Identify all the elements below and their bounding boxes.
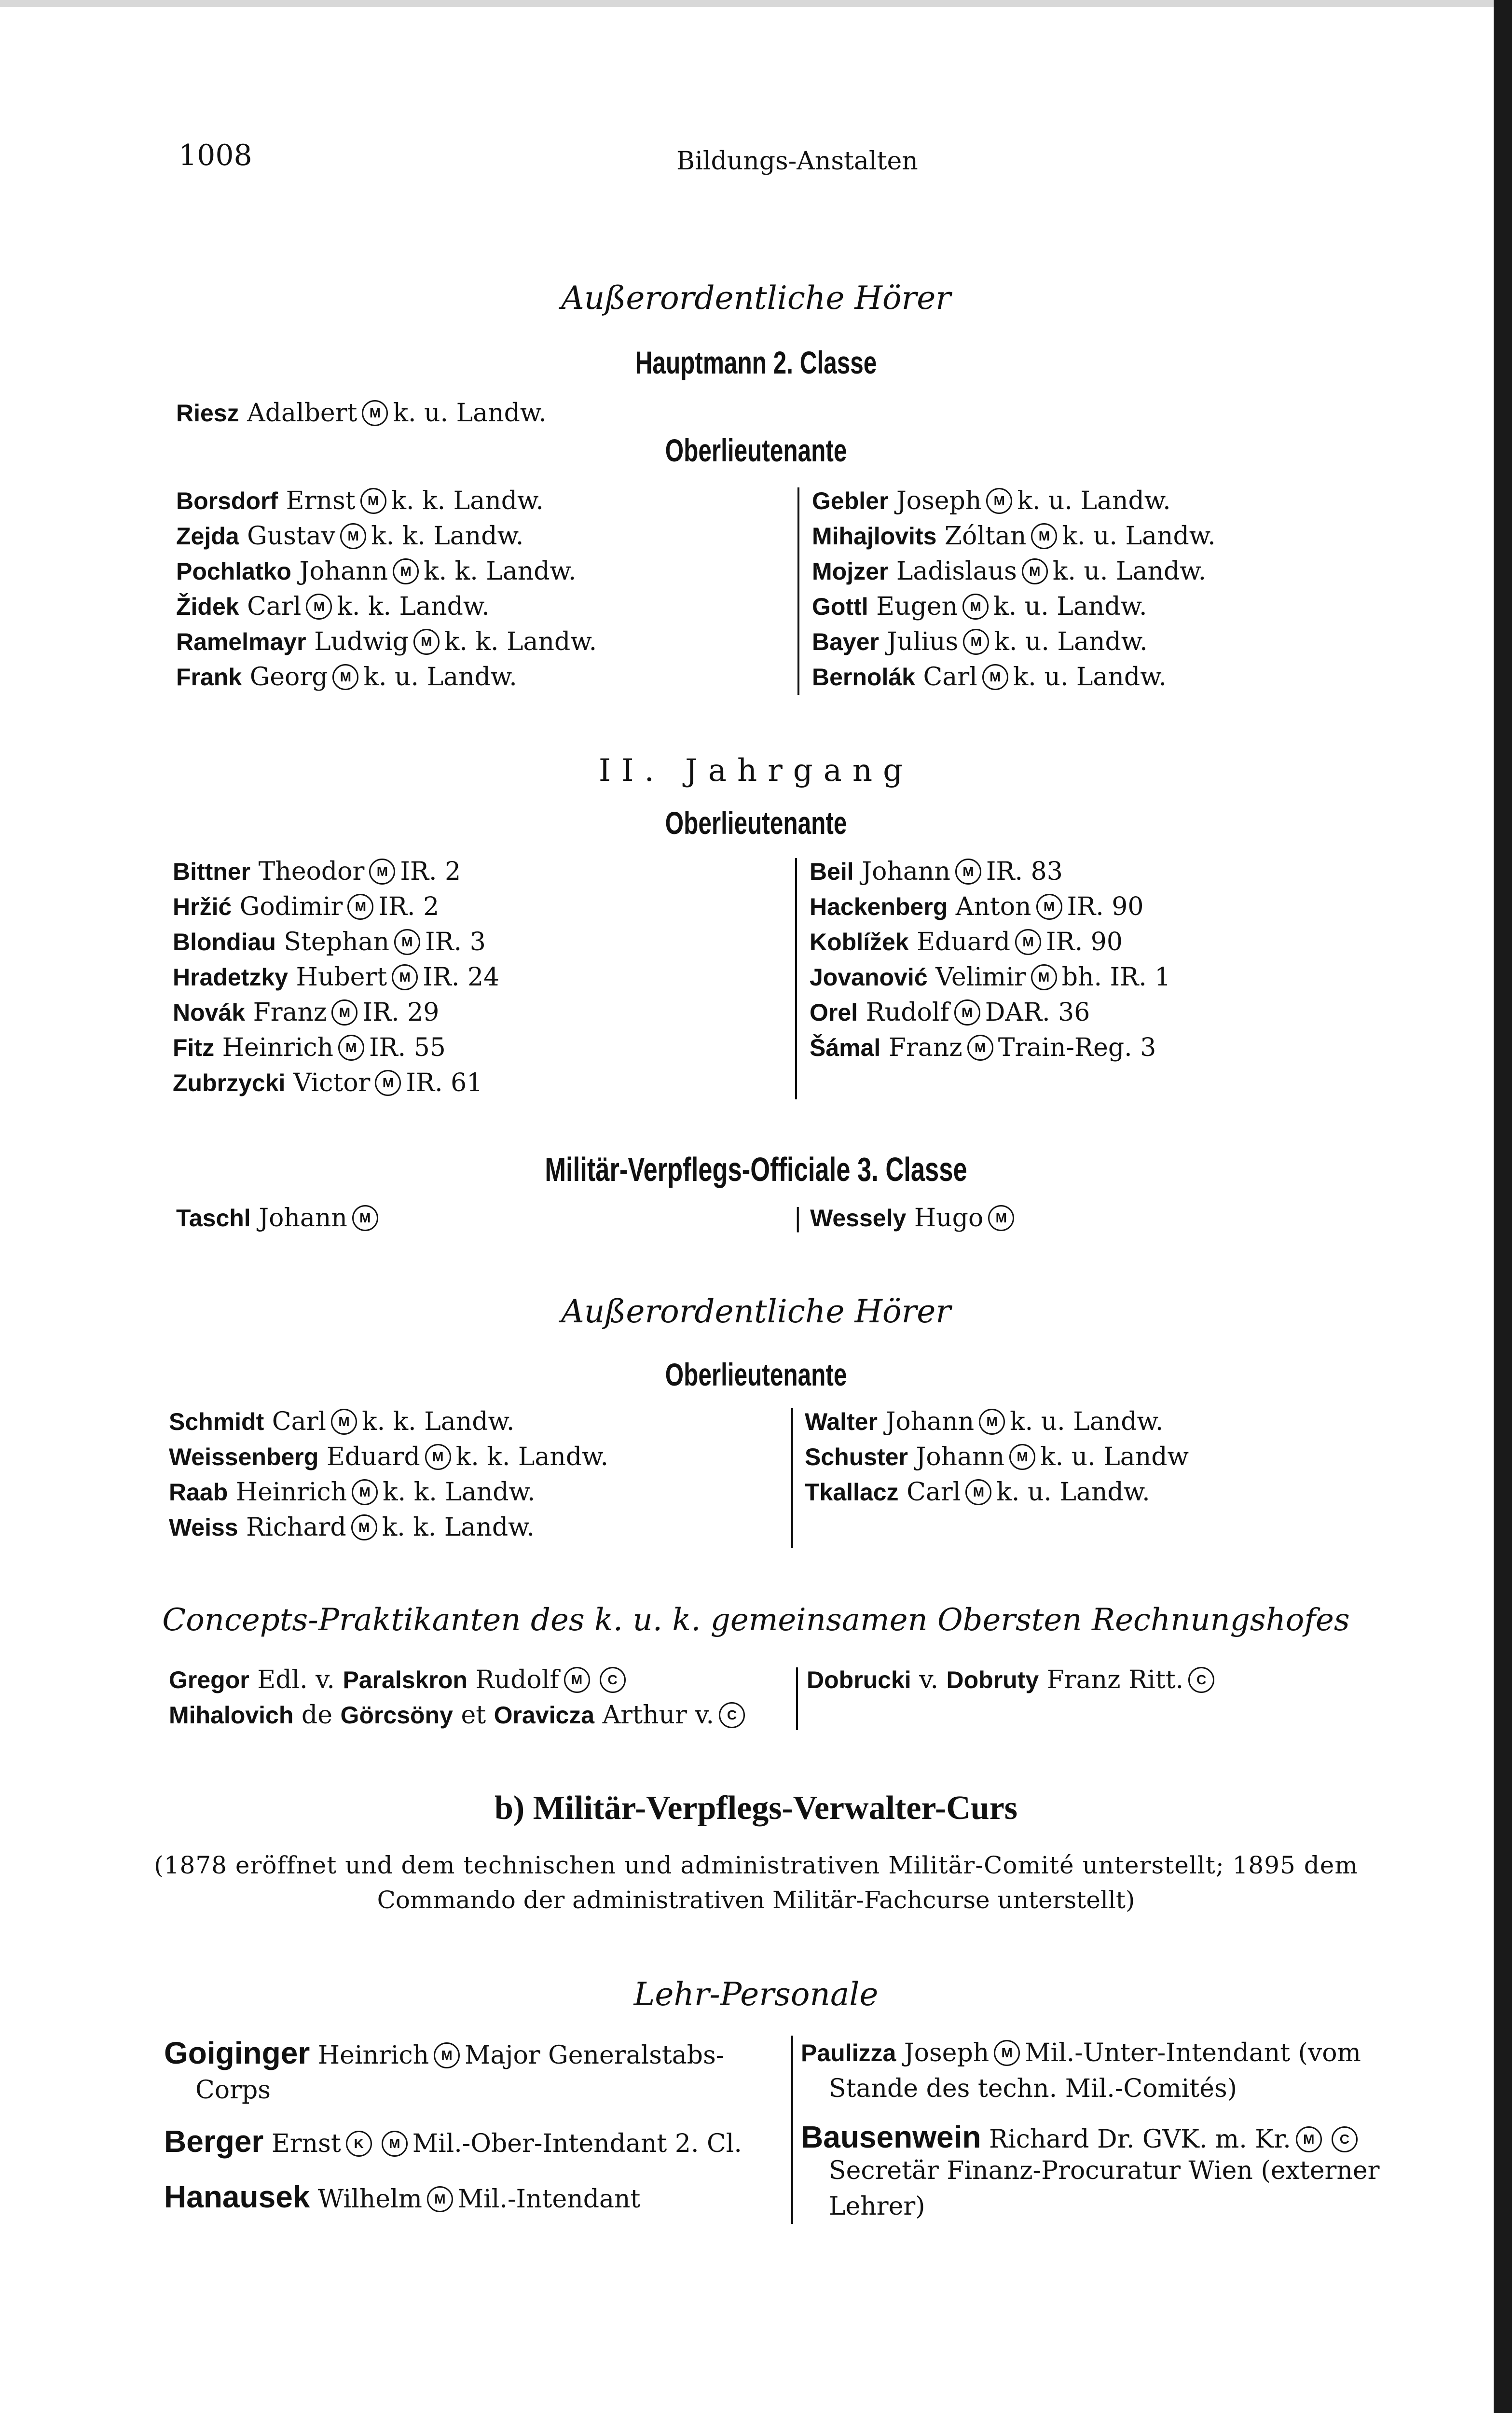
military-merit-icon: M	[347, 894, 373, 920]
list-item: Bayer Julius M k. u. Landw.	[812, 627, 1148, 656]
military-merit-icon: M	[331, 1409, 357, 1435]
military-merit-icon: M	[369, 859, 395, 885]
military-merit-icon: M	[360, 488, 386, 514]
military-merit-icon: M	[1009, 1444, 1035, 1470]
list-item: Hržić Godimir M IR. 2	[173, 892, 440, 921]
military-merit-icon: M	[967, 1035, 993, 1061]
section-heading: Außerordentliche Hörer	[561, 1293, 951, 1330]
rank-heading: Oberlieutenante	[665, 432, 847, 468]
running-header: Bildungs-Anstalten	[676, 147, 918, 176]
list-item: Schmidt Carl M k. k. Landw.	[169, 1407, 515, 1436]
military-merit-icon: M	[352, 1205, 378, 1231]
entry-taschl: Taschl Johann M	[176, 1206, 383, 1233]
list-item: Koblížek Eduard M IR. 90	[810, 928, 1123, 957]
paragraph-line: (1878 eröffnet und dem technischen und administrativen Militär-Comité unterstellt; 1895 dem	[154, 1851, 1358, 1879]
list-item: Weissenberg Eduard M k. k. Landw.	[169, 1442, 609, 1471]
list-item: Beil Johann M IR. 83	[810, 857, 1063, 886]
column-divider	[795, 858, 797, 1099]
military-merit-icon: M	[979, 1409, 1005, 1435]
military-merit-icon: M	[994, 2040, 1020, 2066]
list-item: Gottl Eugen M k. u. Landw.	[812, 592, 1147, 621]
list-item: Blondiau Stephan M IR. 3	[173, 928, 486, 957]
list-item: Mojzer Ladislaus M k. u. Landw.	[812, 557, 1207, 586]
knight-cross-icon: K	[346, 2131, 372, 2157]
military-merit-icon: M	[988, 1205, 1014, 1231]
column-divider	[796, 1667, 798, 1730]
civil-merit-icon: C	[1332, 2126, 1358, 2152]
list-item: Walter Johann M k. u. Landw.	[805, 1407, 1164, 1436]
military-merit-icon: M	[332, 664, 358, 690]
military-merit-icon: M	[434, 2042, 460, 2068]
paragraph-line: Commando der administrativen Militär-Fachcurse unterstellt)	[377, 1886, 1135, 1914]
list-item-continuation: Corps	[195, 2076, 271, 2105]
list-item: Weiss Richard M k. k. Landw.	[169, 1513, 535, 1542]
section-heading: II. Jahrgang	[598, 753, 914, 789]
scan-edge-top	[0, 0, 1512, 7]
military-merit-icon: M	[955, 859, 981, 885]
military-merit-icon: M	[982, 664, 1008, 690]
military-merit-icon: M	[963, 629, 989, 655]
list-item: Gregor Edl. v. Paralskron Rudolf M C	[169, 1667, 631, 1695]
entry-wessely: | Wessely Hugo M	[794, 1206, 1019, 1233]
list-item: Frank Georg M k. u. Landw.	[176, 663, 517, 692]
list-item: Raab Heinrich M k. k. Landw.	[169, 1478, 536, 1507]
list-item: Berger Ernst K M Mil.-Ober-Intendant 2. Cl.	[164, 2124, 742, 2159]
list-item: Bittner Theodor M IR. 2	[173, 857, 461, 886]
list-item: Orel Rudolf M DAR. 36	[810, 998, 1090, 1027]
column-divider	[791, 2036, 793, 2224]
column-divider	[791, 1408, 793, 1548]
list-item: Bausenwein Richard Dr. GVK. m. Kr. M C	[801, 2122, 1362, 2154]
military-merit-icon: M	[413, 629, 440, 655]
military-merit-icon: M	[393, 558, 419, 584]
military-merit-icon: M	[1022, 558, 1048, 584]
military-merit-icon: M	[331, 999, 357, 1026]
list-item: Mihajlovits Zóltan M k. u. Landw.	[812, 522, 1216, 551]
military-merit-icon: M	[954, 999, 980, 1026]
list-item: Novák Franz M IR. 29	[173, 998, 440, 1027]
military-merit-icon: M	[340, 523, 366, 549]
list-item: Dobrucki v. Dobruty Franz Ritt. C	[807, 1667, 1219, 1695]
list-item: Borsdorf Ernst M k. k. Landw.	[176, 486, 544, 515]
rank-heading: Militär-Verpflegs-Officiale 3. Classe	[545, 1151, 967, 1188]
list-item: Goiginger Heinrich M Major Generalstabs-	[164, 2036, 725, 2070]
section-heading: Außerordentliche Hörer	[561, 279, 951, 317]
list-item: Zubrzycki Victor M IR. 61	[173, 1068, 483, 1097]
military-merit-icon: M	[986, 488, 1012, 514]
military-merit-icon: M	[351, 1514, 377, 1540]
civil-merit-icon: C	[600, 1667, 626, 1693]
list-item: Tkallacz Carl M k. u. Landw.	[805, 1478, 1150, 1507]
section-heading: b) Militär-Verpflegs-Verwalter-Curs	[494, 1789, 1018, 1827]
list-item: Mihalovich de Görcsöny et Oravicza Arthur v. C	[169, 1703, 750, 1730]
rank-heading: Oberlieutenante	[665, 805, 847, 841]
list-item-continuation: Lehrer)	[829, 2192, 925, 2221]
list-item: Šámal Franz M Train-Reg. 3	[810, 1033, 1156, 1062]
military-merit-icon: M	[427, 2186, 453, 2212]
military-merit-icon: M	[392, 964, 418, 990]
military-merit-icon: M	[362, 400, 388, 426]
list-item: Hackenberg Anton M IR. 90	[810, 892, 1144, 921]
list-item: Ramelmayr Ludwig M k. k. Landw.	[176, 627, 597, 656]
list-item: Hanausek Wilhelm M Mil.-Intendant	[164, 2179, 641, 2214]
list-item: Bernolák Carl M k. u. Landw.	[812, 663, 1167, 692]
military-merit-icon: M	[338, 1035, 364, 1061]
military-merit-icon: M	[382, 2131, 408, 2157]
military-merit-icon: M	[425, 1444, 451, 1470]
list-item: Pochlatko Johann M k. k. Landw.	[176, 557, 577, 586]
list-item: Gebler Joseph M k. u. Landw.	[812, 486, 1171, 515]
military-merit-icon: M	[1015, 929, 1041, 955]
page-number: 1008	[179, 139, 252, 172]
military-merit-icon: M	[962, 594, 989, 620]
list-item-continuation: Stande des techn. Mil.-Comités)	[829, 2074, 1237, 2103]
military-merit-icon: M	[1031, 964, 1057, 990]
military-merit-icon: M	[1036, 894, 1062, 920]
military-merit-icon: M	[375, 1070, 401, 1096]
list-item: Paulizza Joseph M Mil.-Unter-Intendant (vom	[801, 2039, 1361, 2067]
military-merit-icon: M	[1296, 2126, 1322, 2152]
military-merit-icon: M	[306, 594, 332, 620]
section-heading: Lehr-Personale	[633, 1976, 879, 2013]
column-divider	[797, 487, 799, 695]
scan-edge-right	[1494, 0, 1512, 2413]
list-item: Jovanović Velimir M bh. IR. 1	[810, 963, 1171, 992]
military-merit-icon: M	[352, 1479, 378, 1505]
military-merit-icon: M	[394, 929, 420, 955]
military-merit-icon: M	[965, 1479, 991, 1505]
civil-merit-icon: C	[719, 1702, 745, 1728]
military-merit-icon: M	[564, 1667, 590, 1693]
rank-heading: Oberlieutenante	[665, 1357, 847, 1392]
list-item: Židek Carl M k. k. Landw.	[176, 592, 490, 621]
rank-heading: Hauptmann 2. Classe	[635, 345, 877, 380]
military-merit-icon: M	[1031, 523, 1057, 549]
list-item: Zejda Gustav M k. k. Landw.	[176, 522, 524, 551]
list-item: Hradetzky Hubert M IR. 24	[173, 963, 500, 992]
civil-merit-icon: C	[1188, 1667, 1214, 1693]
list-item: Schuster Johann M k. u. Landw	[805, 1442, 1189, 1471]
entry-riesz: Riesz Adalbert M k. u. Landw.	[176, 399, 547, 428]
section-heading: Concepts-Praktikanten des k. u. k. gemeinsamen Obersten Rechnungshofes	[162, 1602, 1350, 1638]
list-item: Fitz Heinrich M IR. 55	[173, 1033, 446, 1062]
list-item-continuation: Secretär Finanz-Procuratur Wien (externer	[829, 2156, 1380, 2185]
